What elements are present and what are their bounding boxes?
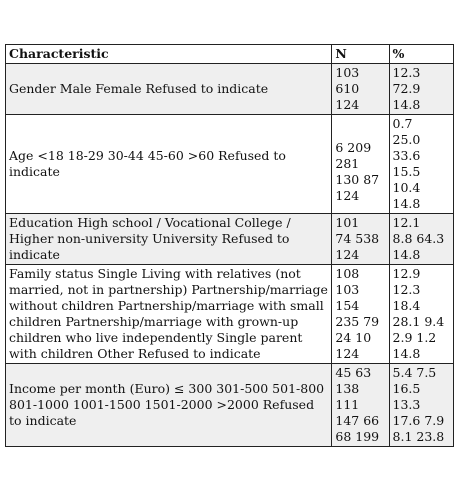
table-row-gender (6, 64, 454, 115)
table-row-income (6, 364, 454, 447)
row-n: 108 103 154 235 79 24 10 124 (332, 265, 389, 364)
table-row-age (6, 115, 454, 214)
table-row-family-status (6, 265, 454, 364)
row-percent: 12.1 8.8 64.3 14.8 (389, 214, 453, 265)
row-n: 101 74 538 124 (332, 214, 389, 265)
characteristics-table (5, 44, 454, 447)
row-label: Age <18 18-29 30-44 45-60 >60 Refused to indicate (6, 115, 332, 214)
row-percent: 5.4 7.5 16.5 13.3 17.6 7.9 8.1 23.8 (389, 364, 453, 447)
row-label: Education High school / Vocational College / Higher non-university University Refused to indicate (6, 214, 332, 265)
row-label: Income per month (Euro) ≤ 300 301-500 501-800 801-1000 1001-1500 1501-2000 >2000 Refused to indicate (6, 364, 332, 447)
row-percent: 0.7 25.0 33.6 15.5 10.4 14.8 (389, 115, 453, 214)
header-n: N (332, 45, 389, 64)
row-n: 45 63 138 111 147 66 68 199 (332, 364, 389, 447)
table-row-education (6, 214, 454, 265)
header-characteristic: Characteristic (6, 45, 332, 64)
row-label: Gender Male Female Refused to indicate (6, 64, 332, 115)
row-n: 6 209 281 130 87 124 (332, 115, 389, 214)
table-header-row (6, 45, 454, 64)
row-label: Family status Single Living with relatives (not married, not in partnership) Partnership/marriage without children Partnership/marriage with small children Partnership/marriage with grown-up children who live independently Single parent with children Other Refused to indicate (6, 265, 332, 364)
row-percent: 12.3 72.9 14.8 (389, 64, 453, 115)
header-percent: % (389, 45, 453, 64)
row-percent: 12.9 12.3 18.4 28.1 9.4 2.9 1.2 14.8 (389, 265, 453, 364)
row-n: 103 610 124 (332, 64, 389, 115)
